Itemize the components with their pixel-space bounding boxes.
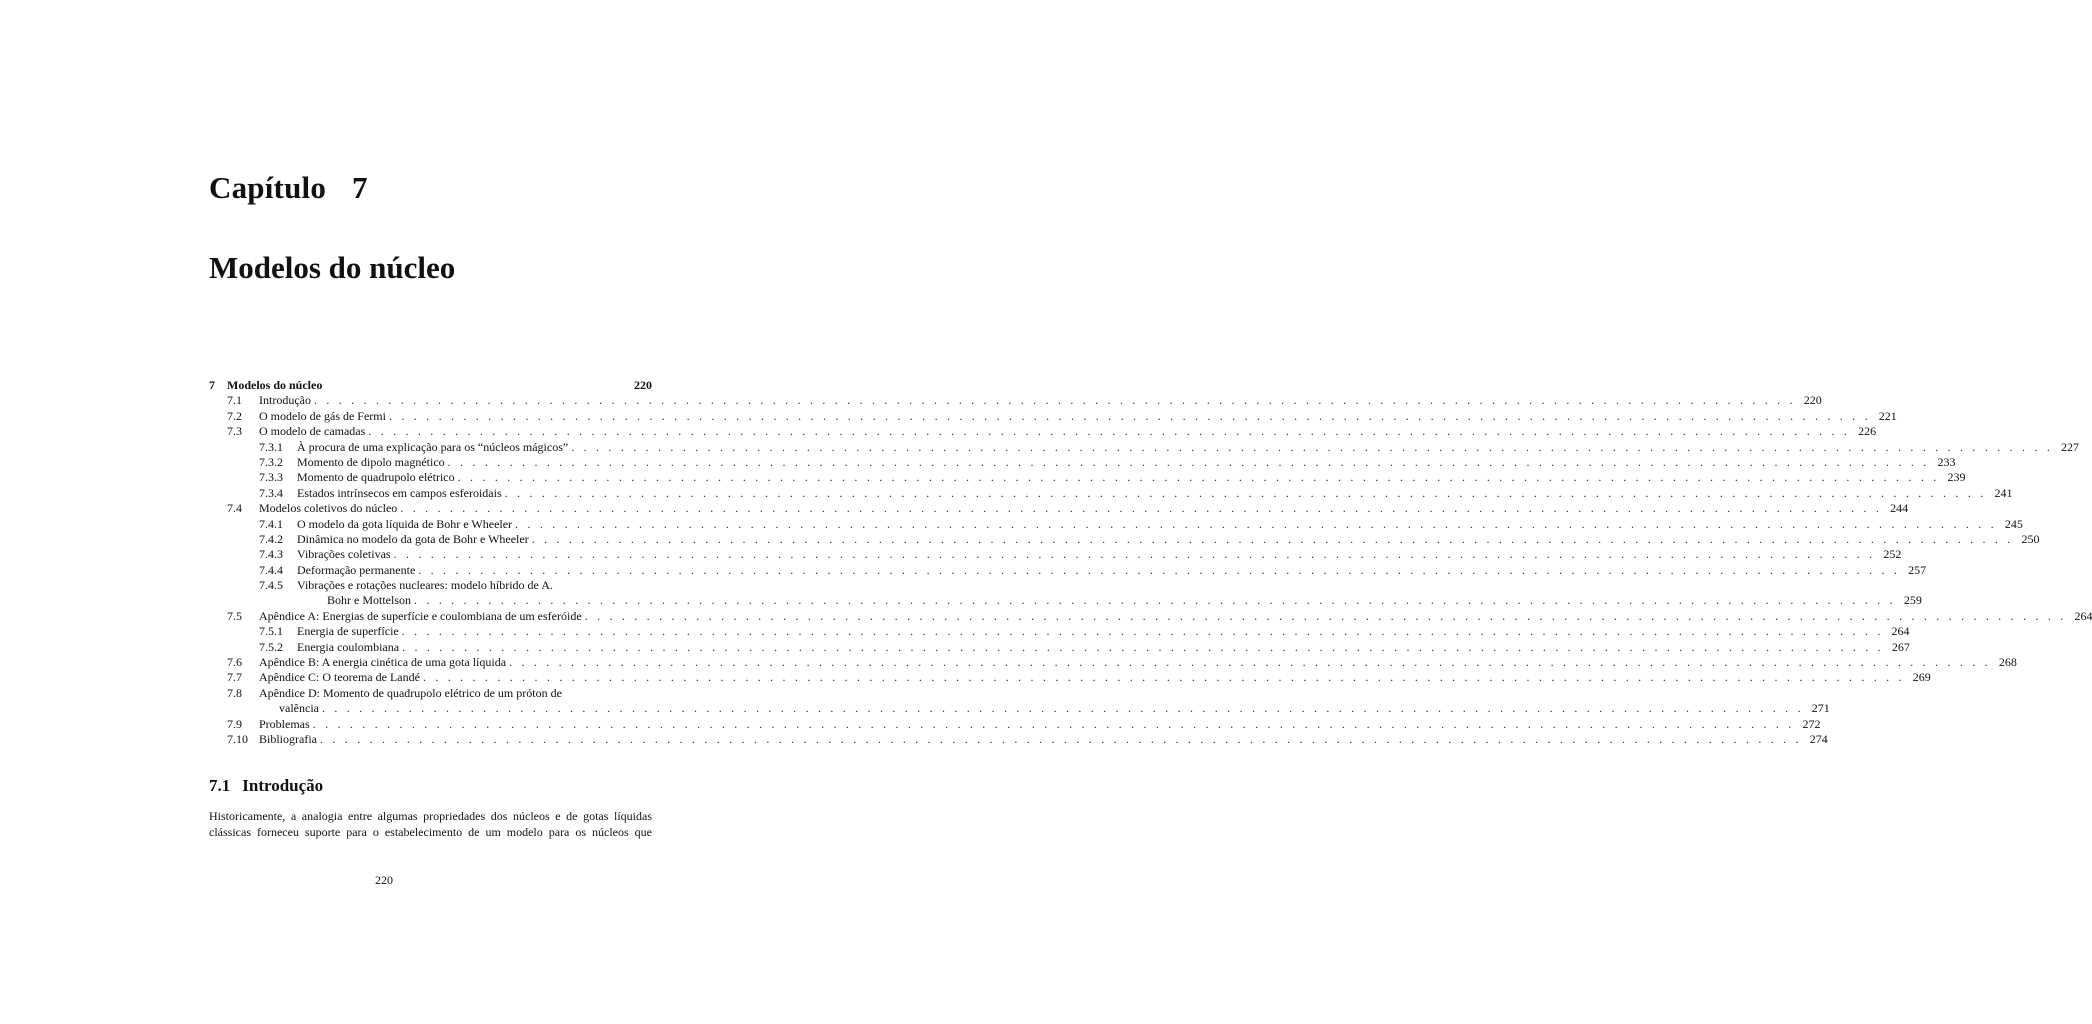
toc-entry-line: [297, 454, 1956, 470]
toc-entry-line: [297, 547, 1902, 562]
table-of-contents: [209, 378, 2092, 747]
toc-entry-page: 241: [1994, 485, 2013, 500]
toc-dot-leader: . . . . . . . . . . . . . . . . . . . . . . . . . . . . . . . . . . . . . . . . . . . . . . . . . . . . . . . . . . . . . . . . . . . . . . . . . . . . . . . . . . . . . . . . . . . . . . . . . . . . . . . . . . . . . . . . . . . . . . . .: [504, 485, 1987, 500]
toc-entry-title: valência: [279, 701, 322, 716]
toc-entry: [209, 501, 1909, 516]
toc-entry: [209, 439, 2080, 455]
body-paragraph: [209, 808, 652, 840]
chapter-number: 7: [352, 170, 368, 205]
toc-entry-line: [297, 516, 2023, 532]
toc-entry-line: [259, 501, 1909, 516]
toc-dot-leader: . . . . . . . . . . . . . . . . . . . . . . . . . . . . . . . . . . . . . . . . . . . . . . . . . . . . . . . . . . . . . . . . . . . . . . . . . . . . . . . . . . . . . . . . . . . . . . . . . . . . . . . . . . . . . . . . . . . . . . . .: [447, 454, 1930, 469]
toc-dot-leader: . . . . . . . . . . . . . . . . . . . . . . . . . . . . . . . . . . . . . . . . . . . . . . . . . . . . . . . . . . . . . . . . . . . . . . . . . . . . . . . . . . . . . . . . . . . . . . . . . . . . . . . . . . . . . . . . . . . . . . . .: [368, 424, 1851, 439]
toc-entry-title: Bibliografia: [259, 732, 320, 747]
toc-entry-line: [259, 424, 1877, 439]
body-line: Historicamente, a analogia entre algumas propriedades dos núcleos e de gotas líquidas: [209, 809, 652, 823]
toc-entry: [209, 393, 1822, 408]
toc-entry-page: 252: [1883, 547, 1902, 562]
toc-entry-number: 7.3.1: [259, 439, 283, 454]
toc-entry-number: 7.5.1: [259, 624, 283, 639]
toc-entry-page: 257: [1908, 562, 1927, 577]
toc-entry-title: Deformação permanente: [297, 563, 418, 578]
toc-entry-number: 7.3.3: [259, 470, 283, 485]
toc-entry-title: Energia de superfície: [297, 624, 402, 639]
toc-entry-title: Apêndice D: Momento de quadrupolo elétrico de um próton de: [259, 686, 565, 701]
toc-dot-leader: . . . . . . . . . . . . . . . . . . . . . . . . . . . . . . . . . . . . . . . . . . . . . . . . . . . . . . . . . . . . . . . . . . . . . . . . . . . . . . . . . . . . . . . . . . . . . . . . . . . . . . . . . . . . . . . . . . . . . . . .: [402, 639, 1884, 654]
toc-entry: [209, 701, 1830, 716]
toc-dot-leader: . . . . . . . . . . . . . . . . . . . . . . . . . . . . . . . . . . . . . . . . . . . . . . . . . . . . . . . . . . . . . . . . . . . . . . . . . . . . . . . . . . . . . . . . . . . . . . . . . . . . . . . . . . . . . . . . . . . . . . . .: [509, 655, 1991, 670]
toc-entry-title: Apêndice A: Energias de superfície e coulombiana de um esferóide: [259, 609, 585, 624]
toc-entry-page: 227: [2061, 439, 2080, 454]
toc-entry-number: 7: [209, 378, 215, 392]
toc-entry-number: 7.6: [227, 655, 242, 670]
section-heading: [209, 776, 323, 796]
toc-entry-line: [297, 639, 1910, 655]
toc-entry: [209, 731, 1828, 747]
toc-entry-page: 269: [1912, 670, 1931, 685]
toc-entry-title: O modelo de gás de Fermi: [259, 409, 389, 424]
toc-entry-number: 7.4: [227, 501, 242, 516]
toc-entry: [209, 454, 1956, 470]
toc-entry: [209, 547, 1902, 562]
toc-entry-title: Problemas: [259, 717, 313, 732]
toc-entry-page: 259: [1903, 593, 1922, 608]
toc-entry-title: Vibrações coletivas: [297, 547, 394, 562]
toc-entry-number: 7.3.2: [259, 454, 283, 469]
toc-entry-number: 7.4.3: [259, 547, 283, 562]
toc-entry: [209, 470, 1966, 485]
toc-entry-page: 264: [1891, 624, 1910, 639]
toc-entry-line: [297, 624, 1910, 639]
toc-entry-page: 268: [1998, 655, 2017, 670]
toc-entry-number: 7.4.4: [259, 562, 283, 577]
toc-entry-title: Momento de quadrupolo elétrico: [297, 470, 458, 485]
toc-entry-line: [297, 439, 2080, 455]
toc-dot-leader: . . . . . . . . . . . . . . . . . . . . . . . . . . . . . . . . . . . . . . . . . . . . . . . . . . . . . . . . . . . . . . . . . . . . . . . . . . . . . . . . . . . . . . . . . . . . . . . . . . . . . . . . . . . . . . . . . . . . . . . .: [319, 731, 1802, 746]
toc-entry-line: [279, 701, 1830, 716]
toc-entry-line: [327, 593, 1922, 608]
toc-entry-number: 7.3.4: [259, 485, 283, 500]
toc-entry-line: [297, 470, 1966, 485]
toc-entry-title: À procura de uma explicação para os “núcleos mágicos”: [297, 440, 571, 455]
chapter-label: [209, 170, 368, 206]
toc-dot-leader: . . . . . . . . . . . . . . . . . . . . . . . . . . . . . . . . . . . . . . . . . . . . . . . . . . . . . . . . . . . . . . . . . . . . . . . . . . . . . . . . . . . . . . . . . . . . . . . . . . . . . . . . . . . . . . . . . . . . . . . .: [401, 624, 1884, 639]
toc-entry-page: 271: [1811, 701, 1830, 716]
toc-dot-leader: . . . . . . . . . . . . . . . . . . . . . . . . . . . . . . . . . . . . . . . . . . . . . . . . . . . . . . . . . . . . . . . . . . . . . . . . . . . . . . . . . . . . . . . . . . . . . . . . . . . . . . . . . . . . . . . . . . . . . . . .: [422, 670, 1905, 685]
toc-entry-number: 7.4.1: [259, 516, 283, 531]
toc-entry-line: [259, 608, 2092, 624]
toc-entry-title: O modelo da gota líquida de Bohr e Wheeler: [297, 517, 515, 532]
toc-entry-line: [297, 562, 1927, 578]
toc-dot-leader: . . . . . . . . . . . . . . . . . . . . . . . . . . . . . . . . . . . . . . . . . . . . . . . . . . . . . . . . . . . . . . . . . . . . . . . . . . . . . . . . . . . . . . . . . . . . . . . . . . . . . . . . . . . . . . . . . . . . . . . .: [531, 531, 2014, 546]
toc-entry-line: [259, 408, 1897, 424]
toc-entry-page: 245: [2004, 516, 2023, 531]
toc-entry: [209, 562, 1927, 578]
toc-entry-title: Vibrações e rotações nucleares: modelo híbrido de A.: [297, 578, 556, 593]
toc-entry-number: 7.4.5: [259, 578, 283, 593]
toc-entry-page: 274: [1809, 731, 1828, 746]
toc-dot-leader: . . . . . . . . . . . . . . . . . . . . . . . . . . . . . . . . . . . . . . . . . . . . . . . . . . . . . . . . . . . . . . . . . . . . . . . . . . . . . . . . . . . . . . . . . . . . . . . . . . . . . . . . . . . . . . . . . . . . . . . .: [414, 593, 1896, 608]
toc-entry-page: 220: [1803, 393, 1822, 408]
toc-entry: [209, 485, 2013, 501]
toc-entry: [209, 593, 1922, 608]
toc-entry-number: 7.9: [227, 716, 242, 731]
toc-entry-page: 239: [1947, 470, 1966, 485]
toc-entry-page: 226: [1858, 424, 1877, 439]
toc-entry-title: Modelos coletivos do núcleo: [259, 501, 400, 516]
toc-entry: [209, 686, 652, 701]
chapter-word: Capítulo: [209, 170, 327, 205]
toc-entry-page: 264: [2074, 608, 2092, 623]
toc-dot-leader: . . . . . . . . . . . . . . . . . . . . . . . . . . . . . . . . . . . . . . . . . . . . . . . . . . . . . . . . . . . . . . . . . . . . . . . . . . . . . . . . . . . . . . . . . . . . . . . . . . . . . . . . . . . . . . . . . . . . . . . .: [393, 547, 1876, 562]
toc-entry-title: Dinâmica no modelo da gota de Bohr e Wheeler: [297, 532, 532, 547]
toc-dot-leader: . . . . . . . . . . . . . . . . . . . . . . . . . . . . . . . . . . . . . . . . . . . . . . . . . . . . . . . . . . . . . . . . . . . . . . . . . . . . . . . . . . . . . . . . . . . . . . . . . . . . . . . . . . . . . . . . . . . . . . . .: [313, 393, 1796, 408]
toc-entry-page: 267: [1891, 639, 1910, 654]
toc-entry: [209, 408, 1897, 424]
toc-entry: [209, 670, 1931, 685]
toc-entry-title: Apêndice C: O teorema de Landé: [259, 670, 423, 685]
page-number: 220: [375, 873, 393, 887]
toc-entry-line: [297, 485, 2013, 501]
toc-entry: [209, 516, 2023, 532]
toc-entry-line: [227, 378, 652, 393]
toc-entry-line: [297, 578, 652, 593]
toc-entry-page: 250: [2021, 531, 2040, 546]
toc-entry-number: 7.8: [227, 685, 242, 700]
toc-entry-page: 233: [1937, 454, 1956, 469]
toc-entry-number: 7.10: [227, 731, 248, 746]
toc-entry: [209, 608, 2092, 624]
toc-entry-line: [259, 716, 1821, 732]
toc-entry-title: Estados intrínsecos em campos esferoidais: [297, 486, 505, 501]
toc-entry: [209, 624, 1910, 639]
toc-dot-leader: . . . . . . . . . . . . . . . . . . . . . . . . . . . . . . . . . . . . . . . . . . . . . . . . . . . . . . . . . . . . . . . . . . . . . . . . . . . . . . . . . . . . . . . . . . . . . . . . . . . . . . . . . . . . . . . . . . . . . . . .: [457, 470, 1940, 485]
toc-entry-title: Bohr e Mottelson: [327, 593, 414, 608]
toc-entry-number: 7.1: [227, 393, 242, 408]
toc-entry-number: 7.4.2: [259, 531, 283, 546]
section-number: 7.1: [209, 776, 231, 795]
toc-entry-title: Apêndice B: A energia cinética de uma gota líquida: [259, 655, 509, 670]
toc-entry: [209, 655, 2017, 670]
toc-entry-number: 7.3: [227, 424, 242, 439]
toc-entry-line: [259, 731, 1828, 747]
toc-entry-page: 220: [634, 378, 652, 392]
toc-entry-title: Introdução: [259, 393, 314, 408]
body-line: clássicas forneceu suporte para o estabelecimento de um modelo para os núcleos que: [209, 825, 652, 839]
toc-entry-title: Modelos do núcleo: [227, 378, 325, 393]
toc-entry: [209, 578, 652, 593]
toc-entry: [209, 716, 1821, 732]
toc-entry-number: 7.5.2: [259, 639, 283, 654]
toc-entry: [209, 378, 652, 393]
toc-entry: [209, 639, 1910, 655]
toc-entry-page: 272: [1802, 716, 1821, 731]
toc-entry-number: 7.7: [227, 670, 242, 685]
toc-dot-leader: . . . . . . . . . . . . . . . . . . . . . . . . . . . . . . . . . . . . . . . . . . . . . . . . . . . . . . . . . . . . . . . . . . . . . . . . . . . . . . . . . . . . . . . . . . . . . . . . . . . . . . . . . . . . . . . . . . . . . . . .: [515, 516, 1997, 531]
toc-entry-page: 244: [1890, 501, 1909, 516]
chapter-title: Modelos do núcleo: [209, 250, 456, 285]
section-title: Introdução: [242, 776, 324, 795]
toc-entry-number: 7.5: [227, 608, 242, 623]
toc-entry-line: [259, 655, 2017, 670]
toc-dot-leader: . . . . . . . . . . . . . . . . . . . . . . . . . . . . . . . . . . . . . . . . . . . . . . . . . . . . . . . . . . . . . . . . . . . . . . . . . . . . . . . . . . . . . . . . . . . . . . . . . . . . . . . . . . . . . . . . . . . . . . . .: [584, 608, 2067, 623]
toc-dot-leader: . . . . . . . . . . . . . . . . . . . . . . . . . . . . . . . . . . . . . . . . . . . . . . . . . . . . . . . . . . . . . . . . . . . . . . . . . . . . . . . . . . . . . . . . . . . . . . . . . . . . . . . . . . . . . . . . . . . . . . . .: [312, 716, 1795, 731]
toc-dot-leader: . . . . . . . . . . . . . . . . . . . . . . . . . . . . . . . . . . . . . . . . . . . . . . . . . . . . . . . . . . . . . . . . . . . . . . . . . . . . . . . . . . . . . . . . . . . . . . . . . . . . . . . . . . . . . . . . . . . . . . . .: [321, 701, 1804, 716]
toc-dot-leader: . . . . . . . . . . . . . . . . . . . . . . . . . . . . . . . . . . . . . . . . . . . . . . . . . . . . . . . . . . . . . . . . . . . . . . . . . . . . . . . . . . . . . . . . . . . . . . . . . . . . . . . . . . . . . . . . . . . . . . . .: [400, 501, 1883, 516]
toc-dot-leader: . . . . . . . . . . . . . . . . . . . . . . . . . . . . . . . . . . . . . . . . . . . . . . . . . . . . . . . . . . . . . . . . . . . . . . . . . . . . . . . . . . . . . . . . . . . . . . . . . . . . . . . . . . . . . . . . . . . . . . . .: [388, 408, 1871, 423]
toc-dot-leader: . . . . . . . . . . . . . . . . . . . . . . . . . . . . . . . . . . . . . . . . . . . . . . . . . . . . . . . . . . . . . . . . . . . . . . . . . . . . . . . . . . . . . . . . . . . . . . . . . . . . . . . . . . . . . . . . . . . . . . . .: [418, 562, 1901, 577]
toc-entry-line: [259, 686, 652, 701]
toc-entry-title: Momento de dipolo magnético: [297, 455, 448, 470]
toc-entry-page: 221: [1878, 408, 1897, 423]
toc-entry-title: Energia coulombiana: [297, 640, 402, 655]
toc-entry-line: [259, 670, 1931, 685]
toc-dot-leader: . . . . . . . . . . . . . . . . . . . . . . . . . . . . . . . . . . . . . . . . . . . . . . . . . . . . . . . . . . . . . . . . . . . . . . . . . . . . . . . . . . . . . . . . . . . . . . . . . . . . . . . . . . . . . . . . . . . . . . . .: [571, 439, 2054, 454]
toc-entry: [209, 531, 2040, 547]
toc-entry-line: [259, 393, 1822, 408]
toc-entry-title: O modelo de camadas: [259, 424, 368, 439]
toc-entry-number: 7.2: [227, 408, 242, 423]
toc-entry-line: [297, 531, 2040, 547]
toc-entry: [209, 424, 1877, 439]
